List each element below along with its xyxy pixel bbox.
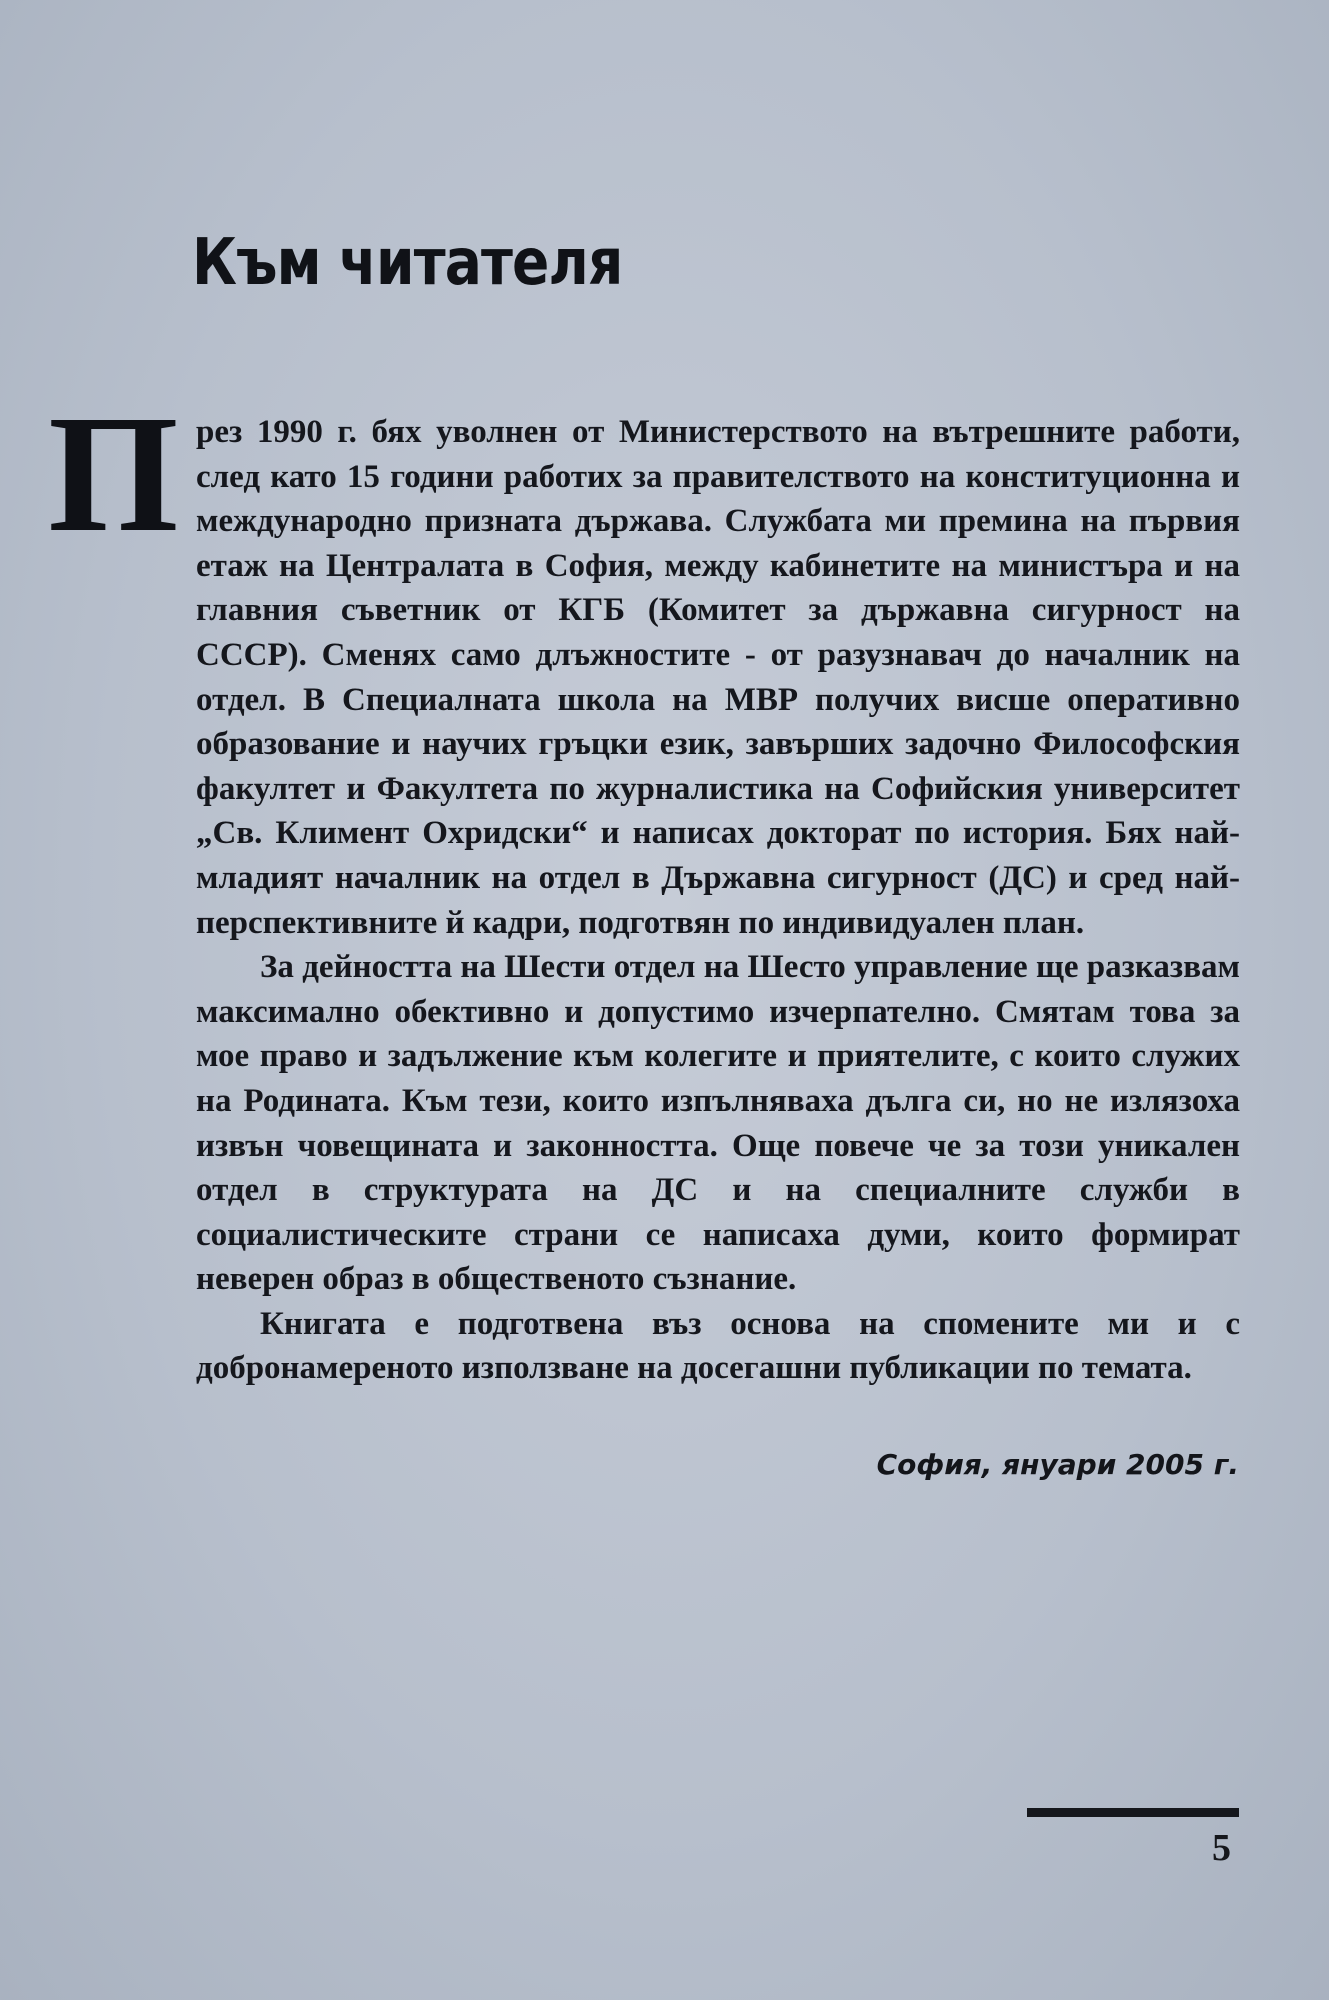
drop-cap: П [48,381,179,567]
footer-rule [1027,1808,1239,1817]
page-number: 5 [1212,1827,1231,1869]
paragraph-2: За дейността на Шести отдел на Шесто управление ще разказвам максимално обективно и допустимо изчерпателно. Смятам това за мое право и задължение към колегите и приятелите, с които служих на Родината. Към тези, които изпълняваха дълга си, но не излязоха извън човещината и законността. Още повече че за този уникален отдел в структурата на ДС и на специалните служби в социалистическите страни се написаха думи, които формират неверен образ в общественото съзнание. [196,949,1240,1298]
chapter-body [48,410,1240,1391]
place-date-signature: София, януари 2005 г. [876,1448,1239,1481]
paragraph-1: рез 1990 г. бях уволнен от Министерството на вътрешните работи, след като 15 години работих за правителството на конституционна и международно призната държава. Службата ми премина на първия етаж на Централата в София, между кабинетите на министъра и на главния съветник от КГБ (Комитет за държавна сигурност на СССР). Сменях само длъжностите - от разузнавач до началник на отдел. В Специалната школа на МВР получих висше оперативно образование и научих гръцки език, завърших задочно Философския факултет и Факултета по журналистика на Софийския университет „Св. Климент Охридски“ и написах докторат по история. Бях най-младият началник на отдел в Държавна сигурност (ДС) и сред най-перспективните й кадри, подготвян по индивидуален план. [196,414,1240,941]
chapter-title: Към читателя [192,226,623,300]
paragraph-3: Книгата е подготвена въз основа на спомените ми и с добронамереното използване на досегашни публикации по темата. [196,1305,1240,1387]
